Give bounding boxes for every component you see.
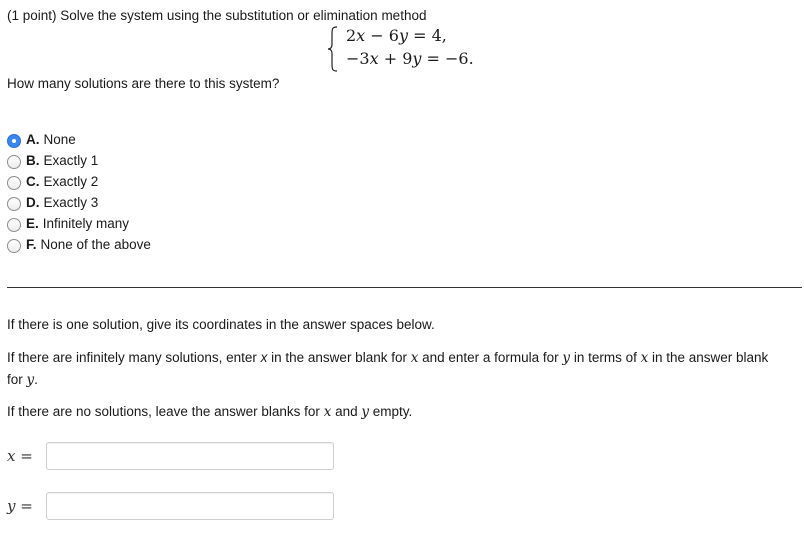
- choice-letter: E.: [26, 216, 39, 231]
- section-divider: [7, 287, 802, 288]
- text: and enter a formula for: [418, 350, 563, 365]
- radio-e[interactable]: [7, 218, 21, 232]
- var-y: 𝑦: [361, 404, 369, 420]
- text: If there are no solutions, leave the answer blanks for: [7, 404, 324, 419]
- instruction-one-solution: If there is one solution, give its coordinates in the answer spaces below.: [7, 317, 435, 332]
- choice-e[interactable]: [7, 213, 151, 234]
- choice-label: Exactly 3: [43, 195, 99, 210]
- text: in the answer blank for: [267, 350, 411, 365]
- text: empty.: [368, 404, 413, 419]
- choice-label: None of the above: [40, 237, 151, 252]
- var-x: 𝑥: [640, 350, 649, 366]
- choice-letter: D.: [26, 195, 40, 210]
- text: If there are infinitely many solutions, enter: [7, 350, 261, 365]
- problem-header: (1 point) Solve the system using the substitution or elimination method: [7, 8, 427, 23]
- y-answer-label: 𝑦 =: [7, 497, 33, 515]
- radio-f[interactable]: [7, 239, 21, 253]
- text: and: [331, 404, 362, 419]
- y-answer-input[interactable]: [46, 492, 334, 520]
- instruction-no-solutions: [7, 401, 787, 423]
- text: in terms of: [570, 350, 641, 365]
- radio-c[interactable]: [7, 176, 21, 190]
- equation-1: 2𝑥 − 6𝑦 = 4,: [346, 26, 447, 45]
- text: in the answer blank for: [7, 350, 769, 387]
- answer-row-x: [7, 442, 334, 470]
- question-text: How many solutions are there to this system?: [7, 76, 280, 91]
- instruction-infinite-solutions: [7, 347, 787, 391]
- choice-letter: A.: [26, 132, 40, 147]
- choice-b[interactable]: [7, 150, 151, 171]
- x-answer-label: 𝑥 =: [7, 447, 33, 465]
- choice-label: None: [43, 132, 76, 147]
- choice-letter: F.: [26, 237, 37, 252]
- choice-a[interactable]: [7, 129, 151, 150]
- choice-letter: B.: [26, 153, 40, 168]
- var-y: 𝑦: [562, 350, 571, 366]
- radio-a[interactable]: [7, 134, 21, 148]
- x-answer-input[interactable]: [46, 442, 334, 470]
- var-x-plain: x: [260, 350, 268, 365]
- text: .: [34, 372, 38, 387]
- answer-row-y: [7, 492, 334, 520]
- choice-label: Infinitely many: [42, 216, 130, 231]
- choice-f[interactable]: [7, 234, 151, 255]
- var-x: 𝑥: [410, 350, 419, 366]
- choice-list: [7, 129, 151, 255]
- choice-c[interactable]: [7, 171, 151, 192]
- choice-label: Exactly 1: [43, 153, 99, 168]
- left-brace-icon: [326, 25, 340, 73]
- choice-letter: C.: [26, 174, 40, 189]
- radio-b[interactable]: [7, 155, 21, 169]
- var-x: 𝑥: [323, 404, 332, 420]
- choice-label: Exactly 2: [43, 174, 99, 189]
- equation-2: −3𝑥 + 9𝑦 = −6.: [346, 49, 474, 68]
- var-y: 𝑦: [26, 372, 35, 388]
- choice-d[interactable]: [7, 192, 151, 213]
- radio-d[interactable]: [7, 197, 21, 211]
